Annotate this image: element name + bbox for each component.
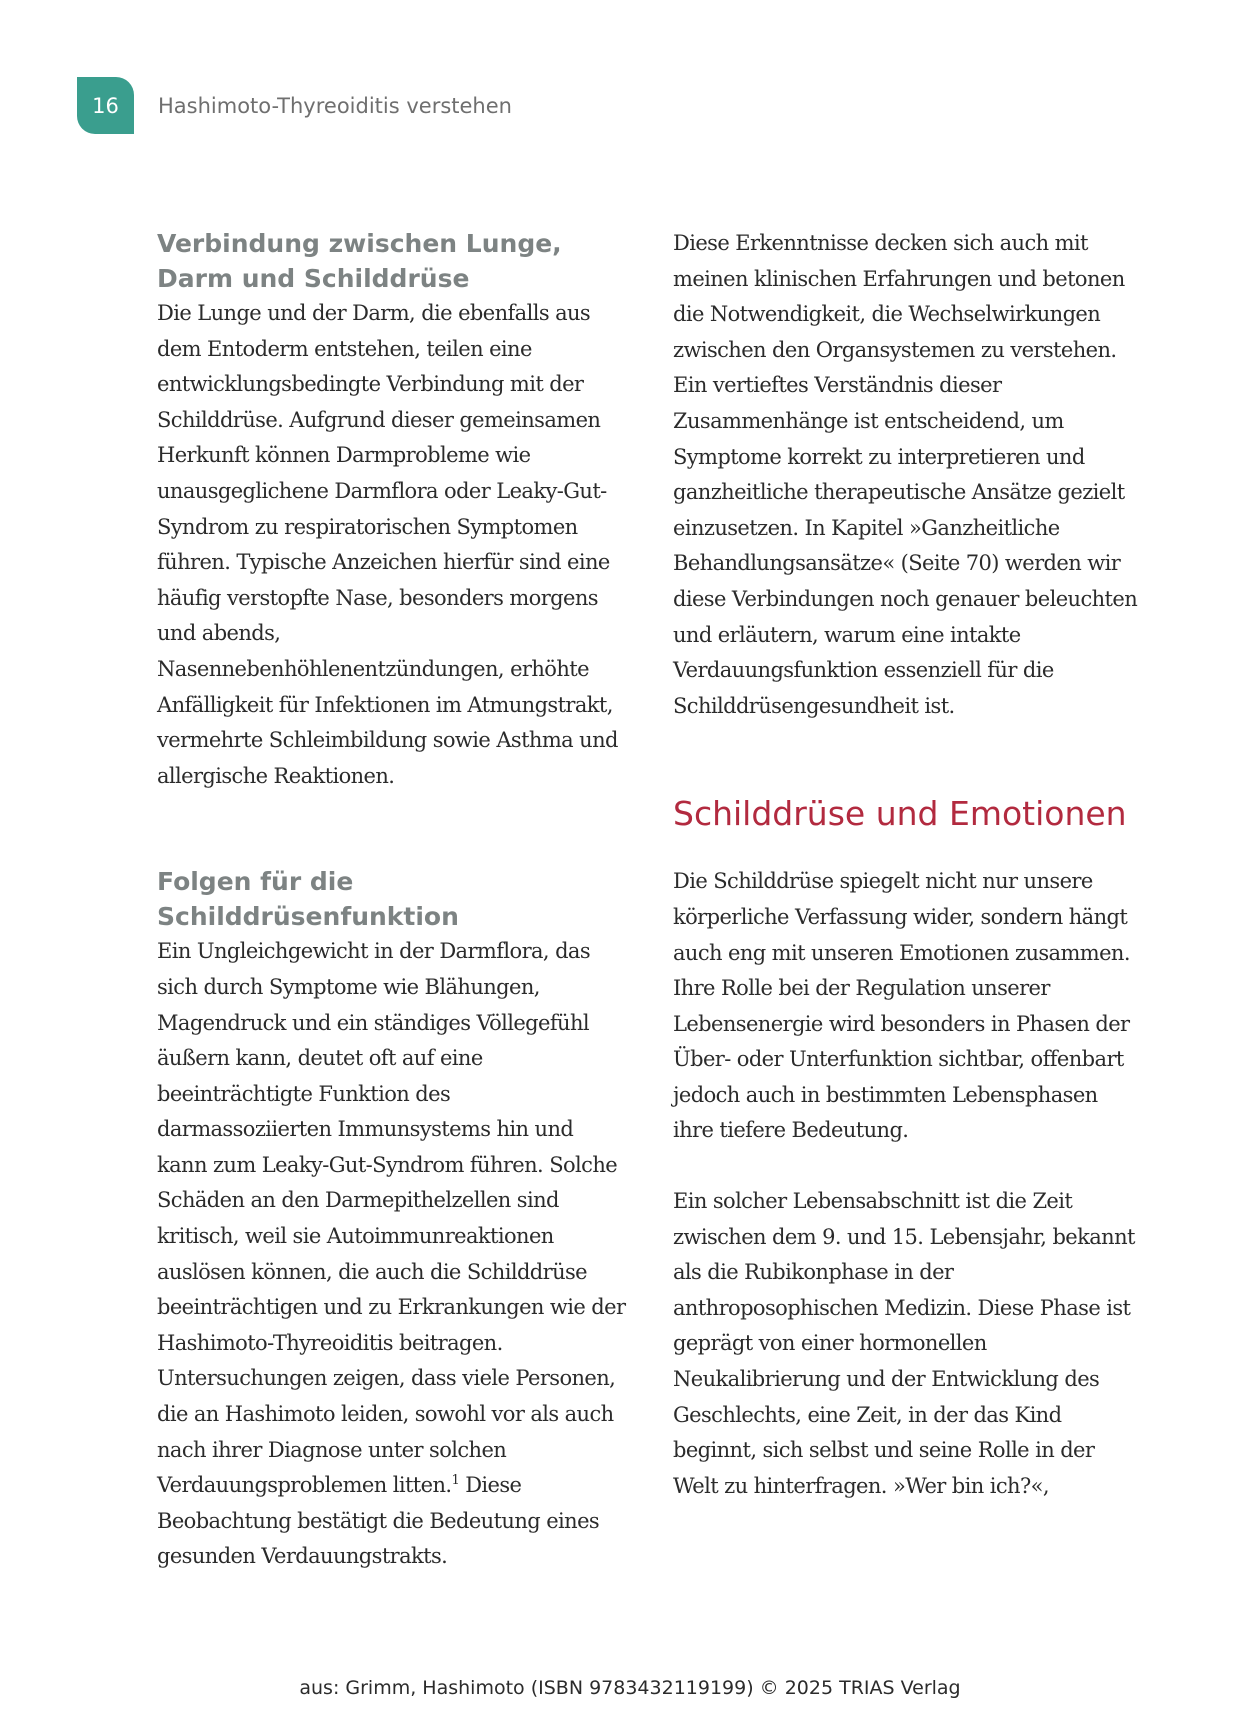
- paragraph-clinical-experience: Diese Erkenntnisse decken sich auch mit meinen klinischen Erfahrungen und betonen die Notwendigkeit, die Wechselwirkungen zwischen den Organsystemen zu verstehen. Ein vertieftes Verständnis dieser Zusammenhänge ist entscheidend, um Symptome korrekt zu interpretieren und ganzheitliche therapeutische Ansätze gezielt einzusetzen. In Kapitel »Ganzheitliche Behandlungsansätze« (Seite 70) werden wir diese Verbindungen noch genauer beleuchten und erläutern, warum eine intakte Verdauungsfunktion essenziell für die Schilddrüsengesundheit ist.: [673, 231, 1138, 718]
- section-heading-lung-gut-thyroid: Verbindung zwischen Lunge, Darm und Schilddrüse: [157, 229, 562, 293]
- paragraph-thyroid-function-end: Diese Beobachtung bestätigt die Bedeutung eines gesunden Verdauungstrakts.: [157, 1473, 600, 1569]
- paragraph-rubicon-phase: Ein solcher Lebensabschnitt ist die Zeit zwischen dem 9. und 15. Lebensjahr, bekannt als die Rubikonphase in der anthroposophischen Medizin. Diese Phase ist geprägt von einer hormonellen Neukalibrierung und der Entwicklung des Geschlechts, eine Zeit, in der das Kind beginnt, sich selbst und seine Rolle in der Welt zu hinterfragen. »Wer bin ich?«,: [673, 1189, 1135, 1498]
- running-title: Hashimoto-Thyreoiditis verstehen: [158, 93, 512, 118]
- paragraph-thyroid-function-text: Ein Ungleichgewicht in der Darmflora, das sich durch Symptome wie Blähungen, Magendruck und ein ständiges Völlegefühl äußern kann, deutet oft auf eine beeinträchtigte Funktion des darmassoziierten Immunsystems hin und kann zum Leaky-Gut-Syndrom führen. Solche Schäden an den Darmepithelzellen sind kritisch, weil sie Autoimmunreaktionen auslösen können, die auch die Schilddrüse beeinträchtigen und zu Erkrankungen wie der Hashimoto-Thyreoiditis beitragen. Untersuchungen zeigen, dass viele Personen, die an Hashimoto leiden, sowohl vor als auch nach ihrer Diagnose unter solchen Verdauungsproblemen litten.: [157, 939, 626, 1498]
- source-footer: aus: Grimm, Hashimoto (ISBN 9783432119199) © 2025 TRIAS Verlag: [299, 1677, 961, 1699]
- chapter-heading-thyroid-emotions: Schilddrüse und Emotionen: [673, 794, 1127, 834]
- footnote-marker: 1: [451, 1473, 460, 1489]
- page-header: [77, 77, 512, 134]
- paragraph-thyroid-emotions: Die Schilddrüse spiegelt nicht nur unsere körperliche Verfassung wider, sondern hängt auch eng mit unseren Emotionen zusammen. Ihre Rolle bei der Regulation unserer Lebensenergie wird besonders in Phasen der Über- oder Unterfunktion sichtbar, offenbart jedoch auch in bestimmten Lebensphasen ihre tiefere Bedeutung.: [673, 869, 1130, 1143]
- right-column: [673, 226, 1143, 1504]
- section-heading-thyroid-function: Folgen für die Schilddrüsenfunktion: [157, 867, 459, 932]
- paragraph-lung-gut-thyroid: Die Lunge und der Darm, die ebenfalls aus dem Entoderm entstehen, teilen eine entwicklungsbedingte Verbindung mit der Schilddrüse. Aufgrund dieser gemeinsamen Herkunft können Darmprobleme wie unausgeglichene Darmflora oder Leaky-Gut-Syndrom zu respiratorischen Symptomen führen. Typische Anzeichen hierfür sind eine häufig verstopfte Nase, besonders morgens und abends, Nasennebenhöhlenentzündungen, erhöhte Anfälligkeit für Infektionen im Atmungstrakt, vermehrte Schleimbildung sowie Asthma und allergische Reaktionen.: [157, 301, 618, 788]
- paragraph-thyroid-function: [157, 934, 627, 1575]
- left-column: [157, 226, 627, 1575]
- page-number-badge: 16: [77, 77, 134, 134]
